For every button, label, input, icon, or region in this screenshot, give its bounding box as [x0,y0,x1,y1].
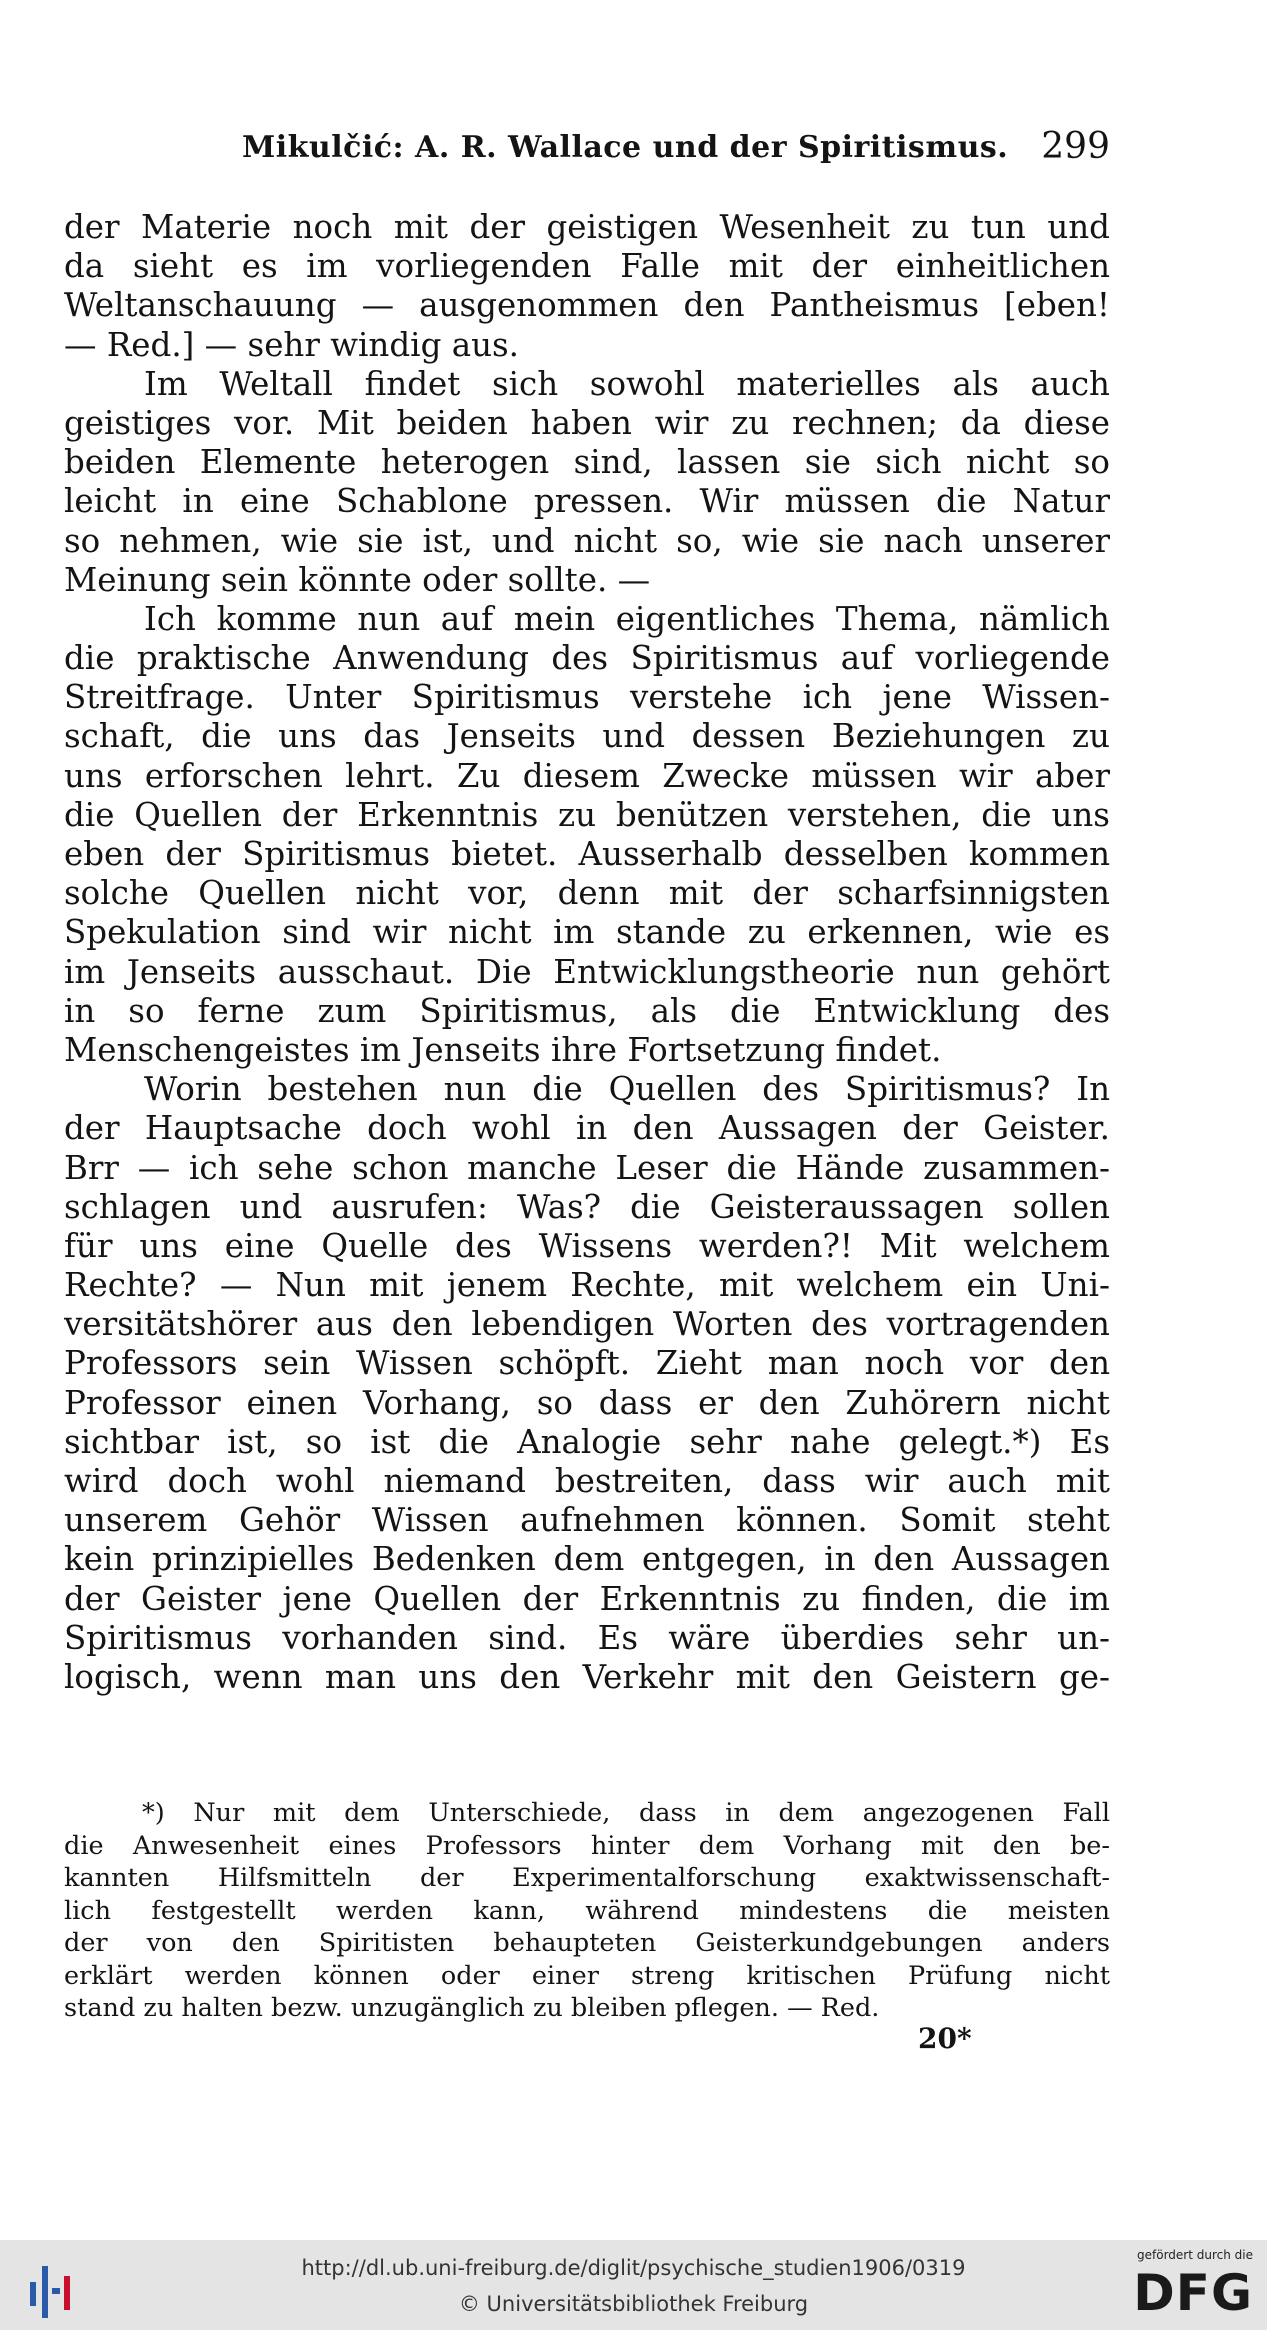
footnote-line: *) Nur mit dem Unterschiede, dass in dem angezogenen Fall [142,1798,1110,1828]
footnote-line: die Anwesenheit eines Professors hinter dem Vorhang mit den be- [64,1830,1110,1861]
copyright-notice: © Universitätsbibliothek Freiburg [458,2292,809,2316]
text-line: Im Weltall findet sich sowohl materielles als auch [144,364,1110,403]
text-line: Weltanschauung — ausgenommen den Pantheismus [eben! [64,286,1110,325]
text-line: die Quellen der Erkenntnis zu benützen verstehen, die uns [64,795,1110,834]
text-line: Rechte? — Nun mit jenem Rechte, mit welchem ein Uni- [64,1266,1110,1305]
dfg-logo: DFG [1133,2264,1253,2322]
text-line: Spiritismus vorhanden sind. Es wäre überdies sehr un- [64,1618,1110,1657]
text-line: Menschengeistes im Jenseits ihre Fortsetzung findet. [64,1030,942,1069]
running-title: Mikulčić: A. R. Wallace und der Spiritismus. [242,130,1009,165]
funding-badge [1123,2248,1253,2324]
funding-caption: gefördert durch die [1137,2248,1253,2262]
text-line: da sieht es im vorliegenden Falle mit der einheitlichen [64,247,1110,286]
running-head [64,126,1110,176]
text-line: kein prinzipielles Bedenken dem entgegen, in den Aussagen [64,1540,1110,1579]
text-line: uns erforschen lehrt. Zu diesem Zwecke müssen wir aber [64,756,1110,795]
text-line: leicht in eine Schablone pressen. Wir müssen die Natur [64,482,1110,521]
footnote [64,1797,1110,2025]
text-line: geistiges vor. Mit beiden haben wir zu rechnen; da diese [64,403,1110,442]
text-line: Brr — ich sehe schon manche Leser die Hände zusammen- [64,1148,1110,1187]
text-line: Meinung sein könnte oder sollte. — [64,560,651,599]
text-line: schlagen und ausrufen: Was? die Geisteraussagen sollen [64,1187,1110,1226]
text-line: Spekulation sind wir nicht im stande zu erkennen, wie es [64,913,1110,952]
text-line: Professor einen Vorhang, so dass er den Zuhörern nicht [64,1383,1110,1422]
text-line: Ich komme nun auf mein eigentliches Thema, nämlich [144,599,1110,638]
text-line: — Red.] — sehr windig aus. [64,325,520,364]
page-number: 299 [1041,126,1110,167]
footnote-line: stand zu halten bezw. unzugänglich zu bleiben pflegen. — Red. [64,1993,880,2023]
text-line: der Geister jene Quellen der Erkenntnis zu finden, die im [64,1579,1110,1618]
text-line: im Jenseits ausschaut. Die Entwicklungstheorie nun gehört [64,952,1110,991]
text-line: der Materie noch mit der geistigen Wesenheit zu tun und [64,208,1110,246]
text-line: versitätshörer aus den lebendigen Worten des vortragenden [64,1305,1110,1344]
body-text [64,208,1110,1697]
text-line: Professors sein Wissen schöpft. Zieht man noch vor den [64,1344,1110,1383]
text-line: der Hauptsache doch wohl in den Aussagen der Geister. [64,1109,1110,1148]
text-line: eben der Spiritismus bietet. Ausserhalb desselben kommen [64,835,1110,873]
text-line: Streitfrage. Unter Spiritismus verstehe ich jene Wissen- [64,678,1110,717]
text-line: in so ferne zum Spiritismus, als die Entwicklung des [64,991,1110,1030]
text-line: beiden Elemente heterogen sind, lassen sie sich nicht so [64,443,1110,482]
footer-bar [0,2240,1267,2330]
text-line: sichtbar ist, so ist die Analogie sehr nahe gelegt.*) Es [64,1422,1110,1461]
text-line: logisch, wenn man uns den Verkehr mit den Geistern ge- [64,1657,1110,1696]
text-line: schaft, die uns das Jenseits und dessen Beziehungen zu [64,717,1110,756]
sheet-signature: 20* [918,2022,972,2055]
text-line: so nehmen, wie sie ist, und nicht so, wie sie nach unserer [64,521,1110,560]
footnote-line: der von den Spiritisten behaupteten Geisterkundgebungen anders [64,1928,1110,1958]
text-line: Worin bestehen nun die Quellen des Spiritismus? In [144,1070,1110,1109]
source-url[interactable]: http://dl.ub.uni-freiburg.de/diglit/psychische_studien1906/0319 [301,2256,966,2280]
text-line: unserem Gehör Wissen aufnehmen können. Somit steht [64,1501,1110,1540]
text-line: die praktische Anwendung des Spiritismus auf vorliegende [64,639,1110,678]
footnote-line: kannten Hilfsmitteln der Experimentalforschung exaktwissenschaft- [64,1863,1110,1893]
text-line: solche Quellen nicht vor, denn mit der scharfsinnigsten [64,874,1110,913]
footnote-line: erklärt werden können oder einer streng kritischen Prüfung nicht [64,1960,1110,1991]
text-line: für uns eine Quelle des Wissens werden?! Mit welchem [64,1226,1110,1265]
text-line: wird doch wohl niemand bestreiten, dass wir auch mit [64,1462,1110,1500]
footnote-line: lich festgestellt werden kann, während mindestens die meisten [64,1895,1110,1926]
